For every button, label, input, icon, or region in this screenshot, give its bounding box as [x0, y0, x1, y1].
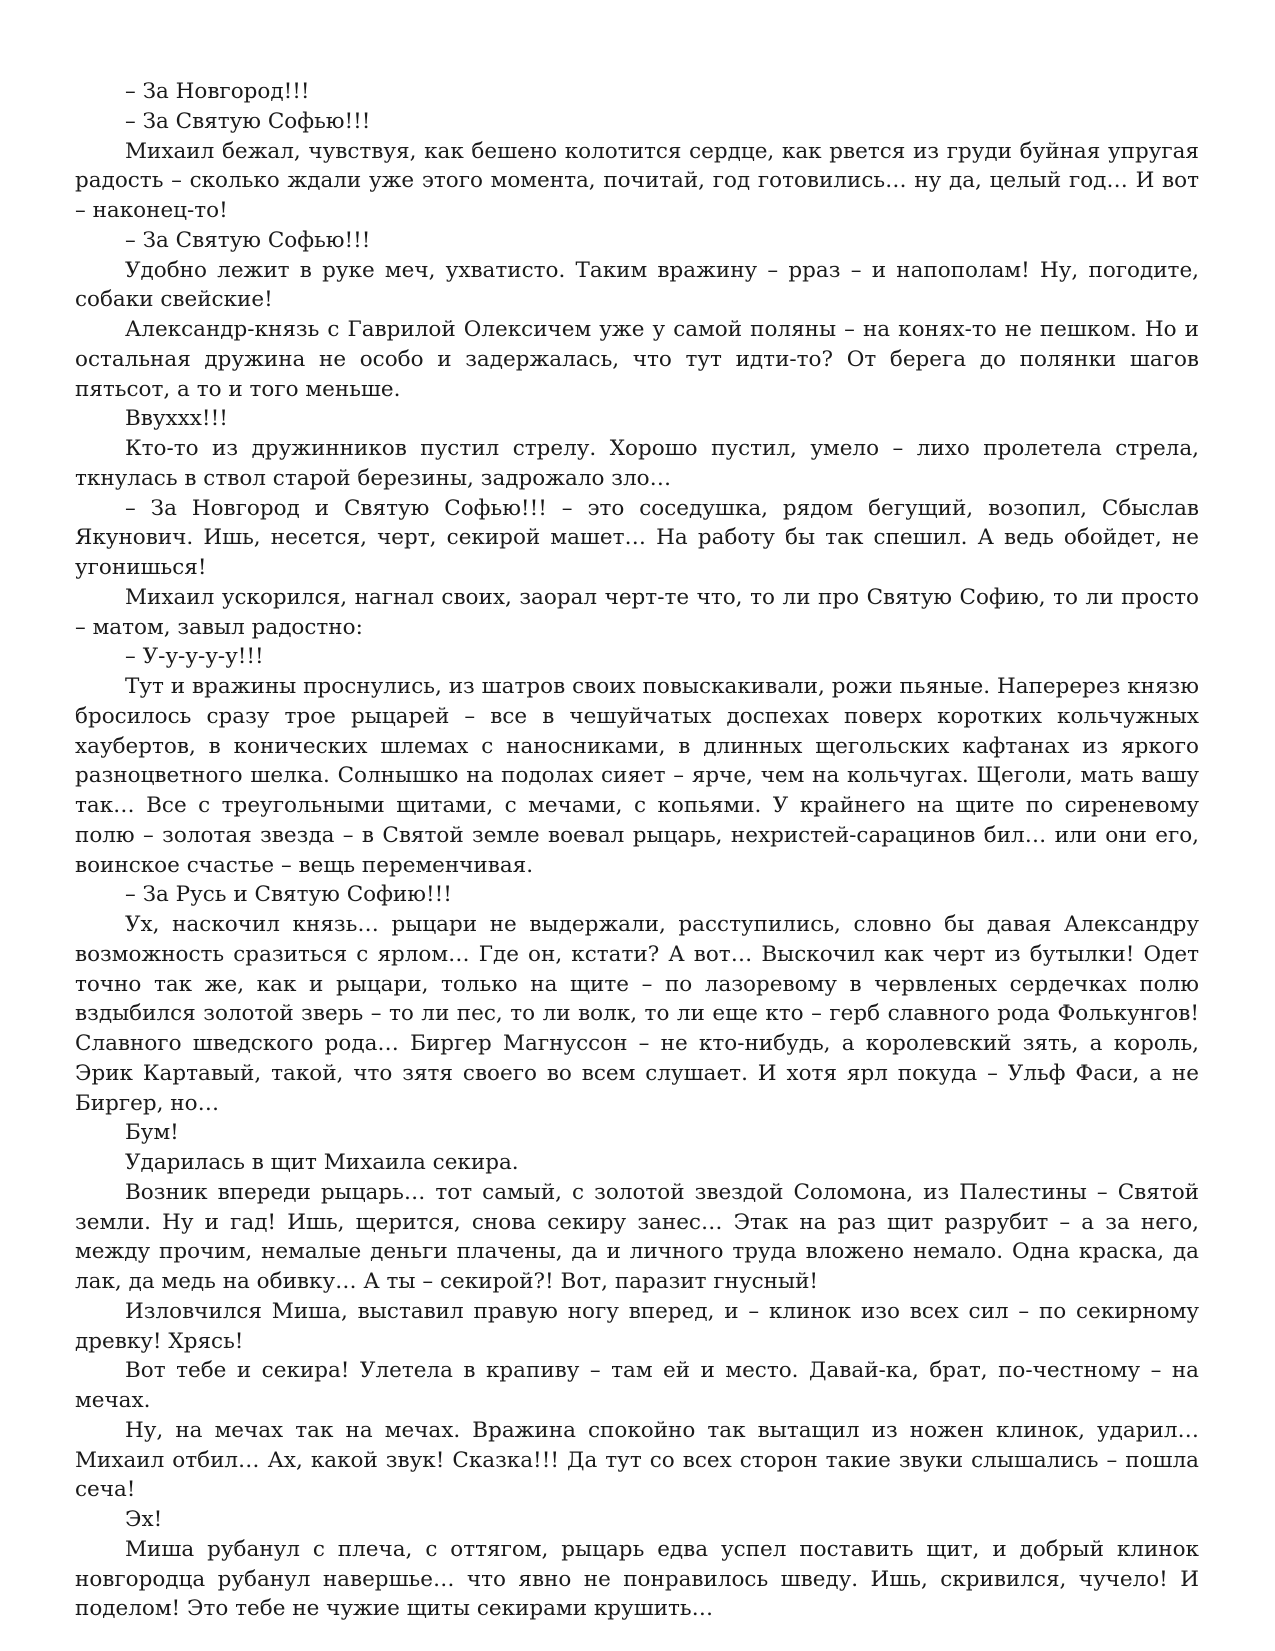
paragraph: Удобно лежит в руке меч, ухватисто. Таким вражину – рраз – и напополам! Ну, погодите, собаки свейские! — [75, 257, 1199, 313]
paragraph: Ударилась в щит Михаила секира. — [125, 1150, 519, 1175]
paragraph: – За Новгород!!! — [125, 79, 310, 104]
paragraph: Ну, на мечах так на мечах. Вражина спокойно так вытащил из ножен клинок, ударил… Михаил отбил… Ах, какой звук! Сказка!!! Да тут со всех сторон такие звуки слышались – пошла сеча! — [75, 1417, 1199, 1503]
paragraph: Возник впереди рыцарь… тот самый, с золотой звездой Соломона, из Палестины – Святой земли. Ну и гад! Ишь, щерится, снова секиру занес… Этак на раз щит разрубит – а за него, между прочим, немалые деньги плачены, да и личного труда вложено немало. Одна краска, да лак, да медь на обивку… А ты – секирой?! Вот, паразит гнусный! — [75, 1179, 1199, 1294]
paragraph: Эх! — [125, 1507, 163, 1532]
paragraph: Миша рубанул с плеча, с оттягом, рыцарь едва успел поставить щит, и добрый клинок новгородца рубанул навершье… что явно не понравилось шведу. Ишь, скривился, чучело! И поделом! Это тебе не чужие щиты секирами крушить… — [75, 1536, 1199, 1622]
paragraph: Михаил ускорился, нагнал своих, заорал черт-те что, то ли про Святую Софию, то ли просто – матом, завыл радостно: — [75, 584, 1199, 640]
document-page — [75, 77, 1199, 1624]
paragraph: – За Святую Софью!!! — [125, 227, 371, 253]
paragraph: Ух, наскочил князь… рыцари не выдержали, расступились, словно бы давая Александру возможность сразиться с ярлом… Где он, кстати? А вот… Выскочил как черт из бутылки! Одет точно так же, как и рыцари, только на щите – по лазоревому в червленых сердечках полю вздыбился золотой зверь – то ли пес, то ли волк, то ли еще кто – герб славного рода Фолькунгов! Славного шведского рода… Биргер Магнуссон – не кто-нибудь, а королевский зять, а король, Эрик Картавый, такой, что зятя своего во всем слушает. И хотя ярл покуда – Ульф Фаси, а не Биргер, но… — [75, 912, 1199, 1116]
paragraph: Ввуххх!!! — [125, 406, 228, 432]
paragraph: Михаил бежал, чувствуя, как бешено колотится сердце, как рвется из груди буйная упругая радость – сколько ждали уже этого момента, почитай, год готовились… ну да, целый год… И вот – наконец-то! — [75, 138, 1199, 223]
paragraph: Изловчился Миша, выставил правую ногу вперед, и – клинок изо всех сил – по секирному древку! Хрясь! — [75, 1298, 1199, 1354]
paragraph: – За Русь и Святую Софию!!! — [125, 882, 452, 908]
paragraph: – За Новгород и Святую Софью!!! – это соседушка, рядом бегущий, возопил, Сбыслав Якунович. Ишь, несется, черт, секирой машет… На работу бы так спешил. А ведь обойдет, не угонишься! — [75, 495, 1199, 580]
paragraph: Кто-то из дружинников пустил стрелу. Хорошо пустил, умело – лихо пролетела стрела, ткнулась в ствол старой березины, задрожало зло… — [75, 436, 1199, 491]
paragraph: Тут и вражины проснулись, из шатров своих повыскакивали, рожи пьяные. Наперерез князю бросилось сразу трое рыцарей – все в чешуйчатых доспехах поверх коротких кольчужных хаубертов, в конических шлемах с наносниками, в длинных щегольских кафтанах из яркого разноцветного шелка. Солнышко на подолах сияет – ярче, чем на кольчугах. Щеголи, мать вашу так… Все с треугольными щитами, с мечами, с копьями. У крайнего на щите по сиреневому полю – золотая звезда – в Святой земле воевал рыцарь, нехристей-сарацинов бил… или они его, воинское счастье – вещь переменчивая. — [75, 674, 1199, 878]
paragraph: – У-у-у-у-у!!! — [125, 644, 264, 670]
paragraph: – За Святую Софью!!! — [125, 108, 371, 134]
paragraph: Вот тебе и секира! Улетела в крапиву – там ей и место. Давай-ка, брат, по-честному – на мечах. — [75, 1358, 1199, 1413]
paragraph: Бум! — [125, 1120, 179, 1146]
paragraph: Александр-князь с Гаврилой Олексичем уже у самой поляны – на конях-то не пешком. Но и остальная дружина не особо и задержалась, что тут идти-то? От берега до полянки шагов пятьсот, а то и того меньше. — [75, 317, 1199, 402]
